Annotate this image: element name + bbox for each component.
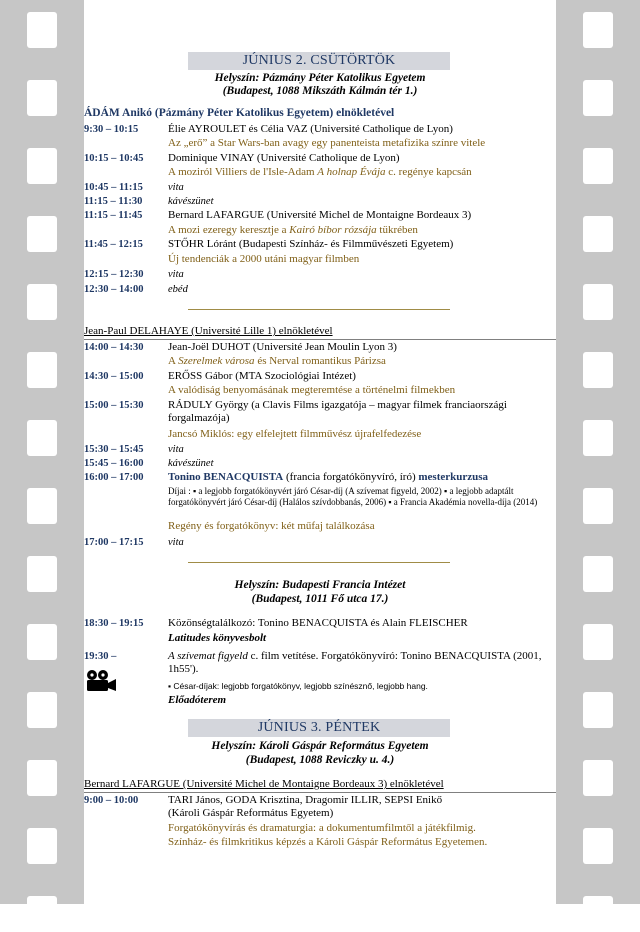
sprocket-hole (27, 284, 57, 320)
chair-rule (84, 792, 556, 793)
talk-title: Jancsó Miklós: egy elfelejtett filmművész újrafelfedezése (168, 428, 422, 440)
sprocket-hole (583, 284, 613, 320)
talk-title: Színház- és filmkritikus képzés a Károli Gáspár Református Egyetemen. (168, 836, 488, 848)
sprocket-hole (27, 420, 57, 456)
sprocket-hole (583, 828, 613, 864)
film-strip-right (556, 0, 640, 904)
venue-line-2: Helyszín: Károli Gáspár Református Egyetem (211, 740, 429, 752)
masterclass: Tonino BENACQUISTA (francia forgatókönyvíró, író) mesterkurzusa (168, 471, 489, 483)
time-slot: 15:30 – 15:45 (84, 444, 144, 455)
day-heading-2: JÚNIUS 3. PÉNTEK (188, 719, 450, 737)
speaker: TARI János, GODA Krisztina, Dragomir ILLIR, SEPSI Enikő (168, 794, 443, 806)
coffee-break: kávészünet (168, 458, 214, 469)
time-slot: 9:30 – 10:15 (84, 124, 139, 135)
sprocket-hole (27, 896, 57, 932)
sprocket-hole (27, 216, 57, 252)
talk-title: A Szerelmek városa és Nerval romantikus Párizsa (168, 355, 386, 367)
time-slot: 14:30 – 15:00 (84, 371, 144, 382)
session-chair: ÁDÁM Anikó (Pázmány Péter Katolikus Egyetem) elnökletével (84, 107, 395, 119)
sprocket-hole (27, 692, 57, 728)
time-slot: 12:15 – 12:30 (84, 269, 144, 280)
talk-title: A valódiság benyomásának megteremtése a történelmi filmekben (168, 384, 456, 396)
day-heading-1: JÚNIUS 2. CSÜTÖRTÖK (188, 52, 450, 70)
session-chair: Jean-Paul DELAHAYE (Université Lille 1) elnökletével (84, 325, 333, 337)
sprocket-hole (583, 352, 613, 388)
venue-address-1: (Budapest, 1088 Mikszáth Kálmán tér 1.) (222, 85, 418, 97)
speaker: Bernard LAFARGUE (Université Michel de Montaigne Bordeaux 3) (168, 209, 472, 221)
meeting-place: Latitudes könyvesbolt (168, 632, 267, 644)
sprocket-hole (27, 488, 57, 524)
section-separator (188, 309, 450, 310)
speaker: ERŐSS Gábor (MTA Szociológiai Intézet) (168, 370, 356, 382)
time-slot: 18:30 – 19:15 (84, 618, 144, 629)
time-slot: 15:00 – 15:30 (84, 400, 144, 411)
screening-awards: ▪ César-díjak: legjobb forgatókönyv, legjobb színésznő, legjobb hang. (168, 681, 428, 691)
venue-address-2: (Budapest, 1088 Reviczky u. 4.) (245, 754, 395, 766)
screening-place: Előadóterem (168, 694, 227, 706)
section-separator (188, 562, 450, 563)
lunch-break: ebéd (168, 284, 188, 295)
time-slot: 11:15 – 11:30 (84, 196, 143, 207)
time-slot: 16:00 – 17:00 (84, 472, 144, 483)
sprocket-hole (583, 488, 613, 524)
talk-title: Új tendenciák a 2000 utáni magyar filmben (168, 253, 360, 265)
sprocket-hole (583, 624, 613, 660)
sprocket-hole (27, 352, 57, 388)
venue-line-institute: Helyszín: Budapesti Francia Intézet (234, 579, 406, 591)
time-slot: 10:45 – 11:15 (84, 182, 143, 193)
coffee-break: kávészünet (168, 196, 214, 207)
sprocket-hole (583, 148, 613, 184)
talk-title: A moziról Villiers de l'Isle-Adam A holnap Évája c. regénye kapcsán (168, 166, 472, 178)
sprocket-hole (583, 692, 613, 728)
time-slot: 14:00 – 14:30 (84, 342, 144, 353)
awards-list: Díjai : ▪ a legjobb forgatókönyvért járó César-díj (A szívemat figyeld, 2002) ▪ a legjobb adaptált forgatókönyvért járó César-díj (Halálos szívdobbanás, 2006) ▪ a Francia Akadémia novella-díja (2014) (168, 486, 538, 507)
discussion: vita (168, 182, 184, 193)
talk-title: Regény és forgatókönyv: két műfaj találkozása (168, 520, 375, 532)
discussion: vita (168, 269, 184, 280)
sprocket-hole (27, 556, 57, 592)
talk-title: Forgatókönyvírás és dramaturgia: a dokumentumfilmtől a játékfilmig. (168, 822, 476, 834)
speaker-affiliation: (Károli Gáspár Református Egyetem) (168, 807, 334, 819)
time-slot: 17:00 – 17:15 (84, 537, 144, 548)
discussion: vita (168, 444, 184, 455)
sprocket-hole (583, 760, 613, 796)
time-slot: 19:30 – (84, 651, 117, 662)
sprocket-hole (583, 896, 613, 932)
meeting: Közönségtalálkozó: Tonino BENACQUISTA és Alain FLEISCHER (168, 617, 468, 629)
discussion: vita (168, 537, 184, 548)
sprocket-hole (583, 420, 613, 456)
film-camera-icon (84, 669, 118, 693)
sprocket-hole (583, 12, 613, 48)
sprocket-hole (27, 12, 57, 48)
sprocket-hole (27, 148, 57, 184)
talk-title: Az „erő” a Star Wars-ban avagy egy panenteista metafizika színre vitele (168, 137, 486, 149)
sprocket-hole (583, 556, 613, 592)
speaker: Dominique VINAY (Université Catholique de Lyon) (168, 152, 400, 164)
time-slot: 9:00 – 10:00 (84, 795, 139, 806)
sprocket-hole (27, 828, 57, 864)
time-slot: 15:45 – 16:00 (84, 458, 144, 469)
speaker: RÁDULY György (a Clavis Films igazgatója – magyar filmek franciaországi forgalmazója) (168, 399, 507, 424)
speaker: STŐHR Lóránt (Budapesti Színház- és Filmművészeti Egyetem) (168, 238, 454, 250)
sprocket-hole (583, 216, 613, 252)
venue-line-1: Helyszín: Pázmány Péter Katolikus Egyetem (214, 72, 426, 84)
time-slot: 11:15 – 11:45 (84, 210, 143, 221)
time-slot: 11:45 – 12:15 (84, 239, 143, 250)
sprocket-hole (583, 80, 613, 116)
time-slot: 12:30 – 14:00 (84, 284, 144, 295)
screening: A szívemat figyeld c. film vetítése. Forgatókönyvíró: Tonino BENACQUISTA (2001, 1h55'). (168, 650, 542, 675)
sprocket-hole (27, 624, 57, 660)
session-chair: Bernard LAFARGUE (Université Michel de Montaigne Bordeaux 3) elnökletével (84, 778, 444, 790)
time-slot: 10:15 – 10:45 (84, 153, 144, 164)
sprocket-hole (27, 80, 57, 116)
chair-rule (84, 339, 556, 340)
speaker: Élie AYROULET és Célia VAZ (Université Catholique de Lyon) (168, 123, 453, 135)
film-strip-left (0, 0, 84, 904)
sprocket-hole (27, 760, 57, 796)
speaker: Jean-Joël DUHOT (Université Jean Moulin Lyon 3) (168, 341, 397, 353)
venue-address-institute: (Budapest, 1011 Fő utca 17.) (251, 593, 389, 605)
talk-title: A mozi ezeregy keresztje a Kairó bíbor rózsája tükrében (168, 224, 418, 236)
